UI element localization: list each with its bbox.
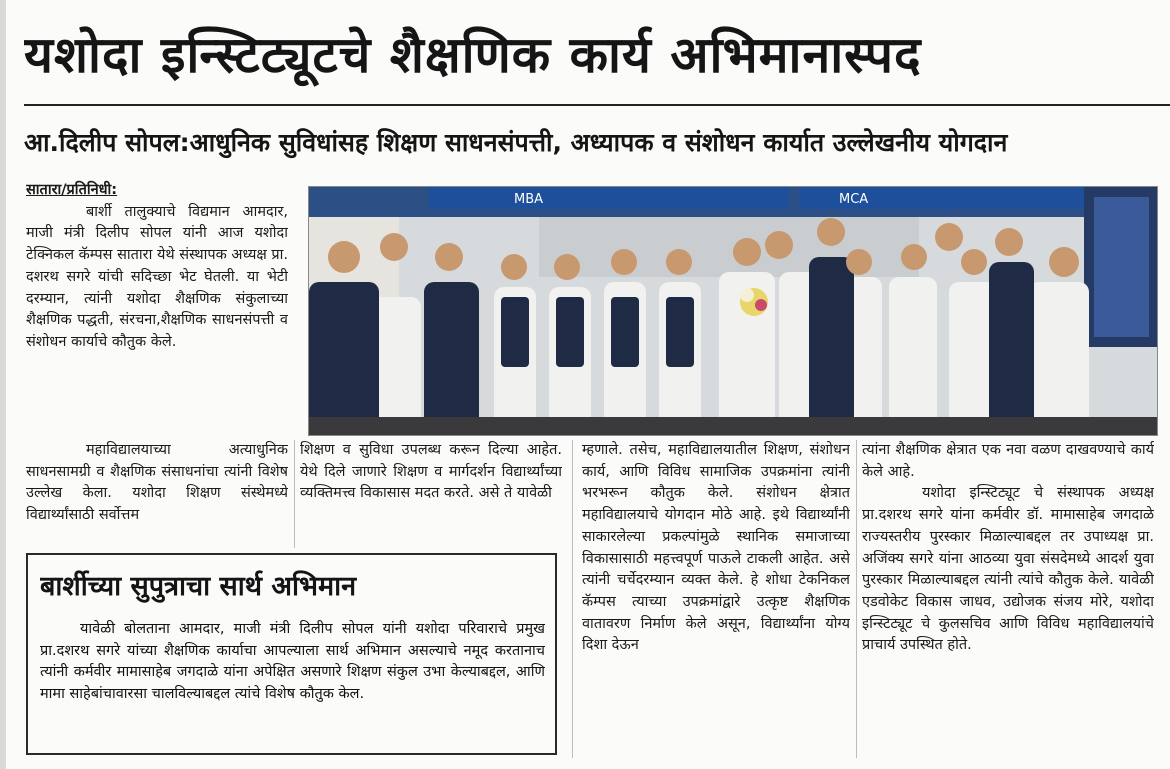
article-column-3 <box>582 440 850 755</box>
article-column-2 <box>300 440 562 546</box>
sign-mca: MCA <box>839 192 869 207</box>
sidebar-box <box>26 553 557 755</box>
group-photo-illustration <box>309 187 1157 435</box>
article-paragraph: त्यांना शैक्षणिक क्षेत्रात एक नवा वळण दाखवण्याचे कार्य केले आहे. <box>862 442 1154 480</box>
column-divider <box>856 440 857 758</box>
group-photo <box>308 186 1158 436</box>
sign-mba: MBA <box>514 192 544 207</box>
article-paragraph: म्हणाले. तसेच, महाविद्यालयातील शिक्षण, संशोधन कार्य, आणि विविध सामाजिक उपक्रमांना त्यांनी भरभरून कौतुक केले. संशोधन क्षेत्रात महाविद्यालयाचे योगदान मोठे आहे. इथे विद्यार्थ्यांनी साकारलेल्या प्रकल्पांमुळे स्थानिक समाजाच्या विकासासाठी महत्त्वपूर्ण पाऊले टाकली आहेत. असे त्यांनी चर्चेदरम्यान व्यक्त केले. हे शोधा टेकनिकल कॅम्पस त्याच्या उपक्रमांद्वारे उत्कृष्ट शैक्षणिक वातावरण निर्माण केले असून, विद्यार्थ्यांना योग्य दिशा देऊन <box>582 442 850 654</box>
box-title: बार्शीच्या सुपुत्राचा सार्थ अभिमान <box>40 571 357 602</box>
box-body <box>40 619 545 749</box>
box-paragraph: यावेळी बोलताना आमदार, माजी मंत्री दिलीप सोपल यांनी यशोदा परिवाराचे प्रमुख प्रा.दशरथ सगरे यांच्या शैक्षणिक कार्याचा आपल्याला सार्थ अभिमान असल्याचे नमूद करतानाच त्यांनी कर्मवीर मामासाहेब जगदाळे यांना अपेक्षित असणारे शिक्षण संकुल उभा केल्याबद्दल, आणि मामा साहेबांचावारसा चालविल्याबद्दल त्यांचे विशेष कौतुक केल. <box>40 621 545 702</box>
dateline: सातारा/प्रतिनिधी: <box>26 182 118 198</box>
article-column-1-top <box>26 180 288 438</box>
article-paragraph: बार्शी तालुक्याचे विद्यमान आमदार, माजी मंत्री दिलीप सोपल यांनी आज यशोदा टेक्निकल कॅम्पस सातारा येथे संस्थापक अध्यक्ष प्रा. दशरथ सगरे यांची सदिच्छा भेट घेतली. या भेटी दरम्यान, त्यांनी यशोदा शैक्षणिक संकुलाच्या शैक्षणिक पद्धती, संरचना,शैक्षणिक साधनसंपत्ती व संशोधन कार्याचे कौतुक केले. <box>26 203 288 350</box>
article-paragraph: यशोदा इन्स्टिट्यूट चे संस्थापक अध्यक्ष प्रा.दशरथ सगरे यांना कर्मवीर डॉ. मामासाहेब जगदाळे राज्यस्तरीय पुरस्कार मिळाल्याबद्दल तर उपाध्यक्ष प्रा. अजिंक्य सगरे यांना आठव्या युवा संसदेमध्ये आदर्श युवा पुरस्कार मिळाल्याबद्दल त्यांनी त्यांचे कौतुक केले. यावेळी एडवोकेट विकास जाधव, उद्योजक संजय मोरे, यशोदा इन्स्टिट्यूट चे कुलसचिव आणि विविध महाविद्यालयांचे प्राचार्य उपस्थित होते. <box>862 485 1154 654</box>
column-divider <box>572 440 573 758</box>
article-column-4 <box>862 440 1154 755</box>
headline-rule <box>24 104 1170 106</box>
headline: यशोदा इन्स्टिट्यूटचे शैक्षणिक कार्य अभिमानास्पद <box>24 26 922 84</box>
article-column-1-bottom <box>26 440 288 546</box>
article-paragraph: महाविद्यालयाच्या अत्याधुनिक साधनसामग्री व शैक्षणिक संसाधनांचा त्यांनी विशेष उल्लेख केला. यशोदा शिक्षण संस्थेमध्ये विद्यार्थ्यांसाठी सर्वोत्तम <box>26 442 288 524</box>
column-divider <box>294 440 295 548</box>
article-paragraph: शिक्षण व सुविधा उपलब्ध करून दिल्या आहेत. येथे दिले जाणारे शिक्षण व मार्गदर्शन विद्यार्थ्यांच्या व्यक्तिमत्त्व विकासास मदत करते. असे ते यावेळी <box>300 442 562 502</box>
subheadline: आ.दिलीप सोपल:आधुनिक सुविधांसह शिक्षण साधनसंपत्ती, अध्यापक व संशोधन कार्यात उल्लेखनीय योगदान <box>24 128 1008 157</box>
